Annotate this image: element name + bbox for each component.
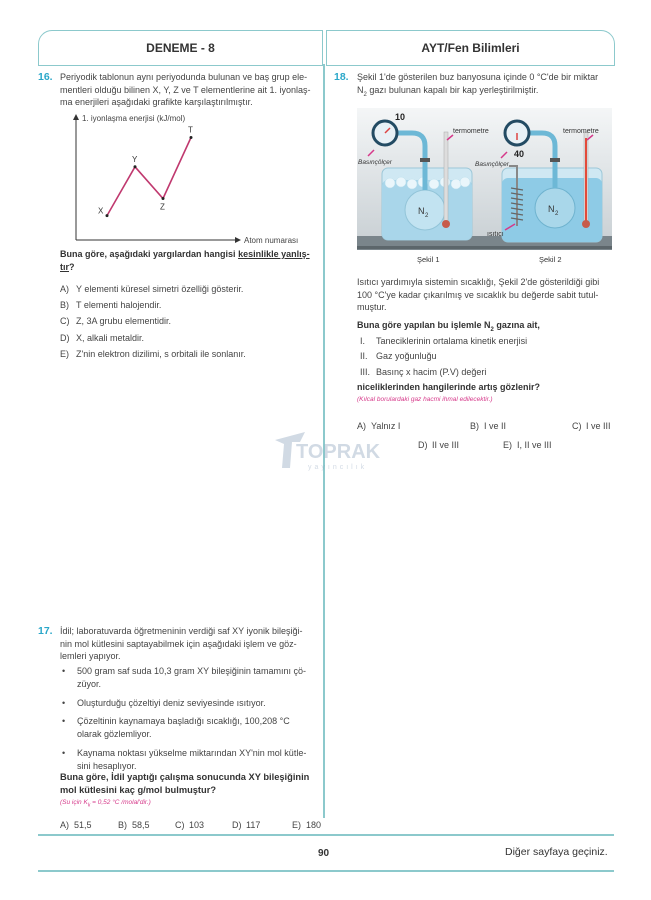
bullet-text: 500 gram saf suda 10,3 gram XY bileşiğinin tamamını çö-: [77, 666, 306, 676]
stem-subscript: 2: [363, 91, 367, 98]
x-axis-arrow: [235, 237, 241, 243]
point-label: X: [98, 206, 104, 216]
option-label: C): [175, 820, 185, 830]
option-label: B): [118, 820, 127, 830]
option-text: I ve II: [484, 421, 507, 431]
prompt-end: ?: [69, 261, 75, 272]
option-label: D): [232, 820, 242, 830]
prompt-subscript: 2: [490, 326, 494, 333]
x-axis-label: Atom numarası: [244, 236, 299, 245]
page-number: 90: [318, 848, 330, 859]
bullet-dot: •: [62, 666, 66, 676]
subject-title: AYT/Fen Bilimleri: [421, 41, 520, 55]
footer-top-line: [38, 834, 614, 836]
bullet-text: Oluşturduğu çözeltiyi deniz seviyesinde ısıtıyor.: [77, 697, 266, 708]
question-16-stem: [60, 71, 320, 109]
option-text: Z, 3A grubu elementidir.: [76, 316, 172, 327]
header-left: [38, 30, 323, 66]
stem-line: Şekil 1'de gösterilen buz banyosuna içinde 0 °C'de bir miktar: [357, 72, 599, 82]
question-16-prompt: [60, 248, 322, 273]
option-text: Z'nin elektron dizilimi, s orbitali ile sonlanır.: [76, 348, 246, 359]
option-text: 117: [246, 820, 261, 830]
note-subscript: k: [87, 802, 91, 809]
option-label: D): [60, 332, 70, 343]
option-text: Y elementi küresel simetri özelliği gösterir.: [76, 284, 244, 294]
option-text: Yalnız I: [371, 421, 401, 431]
option-label: D): [418, 440, 428, 450]
question-18-stem: [357, 71, 615, 101]
figure-2-caption: Şekil 2: [539, 255, 562, 264]
option-text: 58,5: [132, 820, 150, 830]
thermometer-label-2: termometre: [563, 128, 599, 135]
stem-line: nin mol kütlesini saptayabilmek için aşağıdaki işlem ve göz-: [60, 638, 297, 649]
gauge-2-value: 40: [514, 149, 525, 159]
prompt-text: Buna göre yapılan bu işlemle N: [357, 320, 491, 330]
question-17-number: 17.: [38, 625, 53, 637]
point-label: Z: [160, 202, 165, 212]
prompt-text: Buna göre, aşağıdaki yargılardan hangisi: [60, 249, 239, 259]
header-right: [326, 30, 615, 66]
option-label: A): [60, 820, 69, 830]
ionization-energy-chart: [65, 112, 325, 247]
option-label: A): [357, 421, 366, 431]
thermometer-1: [444, 132, 448, 222]
option-label: E): [503, 440, 512, 450]
next-page-note: Diğer sayfaya geçiniz.: [505, 846, 608, 858]
bullet-text: Çözeltinin kaynamaya başladığı sıcaklığı, 100,208 °C: [77, 716, 290, 726]
prompt-emphasis: kesinlikle yanlış-: [238, 249, 310, 259]
question-16-number: 16.: [38, 71, 53, 83]
option-label: E): [292, 820, 301, 830]
toprak-logo: [270, 428, 380, 478]
item-label: II.: [360, 351, 368, 362]
option-text: I ve III: [586, 421, 611, 431]
option-text: T elementi halojendir.: [76, 300, 162, 311]
experiment-figure: [357, 108, 612, 268]
data-point: [162, 197, 165, 200]
option-label: C): [60, 316, 70, 327]
question-18-number: 18.: [334, 71, 349, 83]
option-label: C): [572, 421, 582, 431]
question-18-note: (Kılcal borulardaki gaz hacmi ihmal edilecektir.): [357, 396, 493, 403]
gas-label-1: N: [418, 206, 425, 216]
prompt-text: gazına ait,: [493, 320, 540, 330]
bullet-dot: •: [62, 697, 66, 708]
item-text: Taneciklerinin ortalama kinetik enerjisi: [376, 336, 528, 346]
point-label: T: [188, 125, 193, 135]
bullet-text: Kaynama noktası yükselme miktarından XY'nin mol kütle-: [77, 747, 307, 758]
logo-brand: TOPRAK: [296, 441, 380, 463]
prompt-line: Buna göre, İdil yaptığı çalışma sonucunda XY bileşiğinin: [60, 772, 310, 782]
option-text: I, II ve III: [517, 440, 552, 450]
heater-label: ısıtıcı: [487, 231, 504, 238]
bullet-text: sini hesaplıyor.: [77, 760, 137, 771]
bullet-dot: •: [62, 716, 66, 726]
figure-1-caption: Şekil 1: [417, 255, 440, 264]
item-text: Basınç x hacim (P.V) değeri: [376, 366, 487, 377]
stem-text: N: [357, 84, 364, 95]
stem-line: [357, 84, 615, 101]
bullet-text: züyor.: [77, 679, 102, 689]
stem-line: Periyodik tablonun aynı periyodunda bulunan ve baş grup ele-: [60, 72, 308, 82]
stem-line: lemleri yapıyor.: [60, 651, 121, 662]
prompt-emphasis-2: tır: [60, 261, 69, 272]
logo-sub: yayıncılık: [308, 464, 368, 471]
question-17-prompt: [60, 771, 324, 796]
item-label: I.: [360, 336, 366, 346]
note-text: = 0,52 °C /molal'dir.): [90, 799, 151, 806]
gas-sub-1: 2: [425, 213, 429, 219]
question-18-body: [357, 276, 615, 314]
stem-line: İdil; laboratuvarda öğretmeninin verdiği saf XY iyonik bileşiği-: [60, 626, 303, 636]
gas-label-2: N: [548, 204, 555, 214]
gas-container-2: [535, 188, 575, 228]
data-point: [190, 136, 193, 139]
point-label: Y: [132, 154, 138, 164]
y-axis-label: 1. iyonlaşma enerjisi (kJ/mol): [82, 114, 186, 123]
option-label: A): [60, 284, 69, 294]
bullet-dot: •: [62, 747, 66, 758]
manometer-label-1: Basınçölçer: [358, 159, 392, 166]
option-text: 180: [306, 820, 322, 830]
option-label: B): [470, 421, 479, 431]
gas-container-1: [405, 190, 445, 230]
prompt-line: mol kütlesini kaç g/mol bulmuştur?: [60, 784, 217, 795]
body-line: Isıtıcı yardımıyla sistemin sıcaklığı, Şekil 2'de gösterildiği gibi: [357, 277, 600, 287]
data-point: [134, 165, 137, 168]
question-17-stem: [60, 625, 322, 663]
option-label: B): [60, 300, 69, 311]
question-18-prompt: [357, 319, 540, 336]
option-label: E): [60, 348, 69, 359]
option-text: 103: [189, 820, 205, 830]
bullet-text: olarak gözlemliyor.: [77, 729, 152, 739]
series-line: [107, 138, 191, 216]
manometer-label-2: Basınçölçer: [475, 161, 509, 168]
gas-sub-2: 2: [555, 211, 559, 217]
publisher-watermark: [270, 428, 380, 483]
stem-line: mentleri olduğu bilinen X, Y, Z ve T elementlerine ait 1. iyonlaş-: [60, 84, 311, 95]
item-label: III.: [360, 366, 371, 377]
data-point: [106, 214, 109, 217]
body-line: 100 °C'ye kadar çıkarılmış ve sıcaklık bu değerde sabit tutul-: [357, 289, 599, 300]
body-line: muştur.: [357, 302, 387, 313]
option-text: 51,5: [74, 820, 92, 830]
stem-text: gazı bulunan kapalı bir kap yerleştirilmiştir.: [366, 84, 539, 95]
exam-title: DENEME - 8: [146, 41, 215, 55]
item-text: Gaz yoğunluğu: [376, 351, 437, 362]
footer-bottom-line: [38, 870, 614, 872]
option-text: II ve III: [432, 440, 460, 450]
option-text: X, alkali metaldir.: [76, 332, 145, 343]
thermometer-label-1: termometre: [453, 128, 489, 135]
gauge-1-value: 10: [395, 112, 406, 122]
y-axis-arrow: [73, 114, 79, 120]
note-text: (Su için K: [60, 799, 88, 806]
stem-line: ma enerjileri aşağıdaki grafikte karşılaştırılmıştır.: [60, 97, 253, 108]
question-17-note: [60, 797, 151, 812]
question-18-prompt-2: niceliklerinden hangilerinde artış gözlenir?: [357, 382, 541, 392]
